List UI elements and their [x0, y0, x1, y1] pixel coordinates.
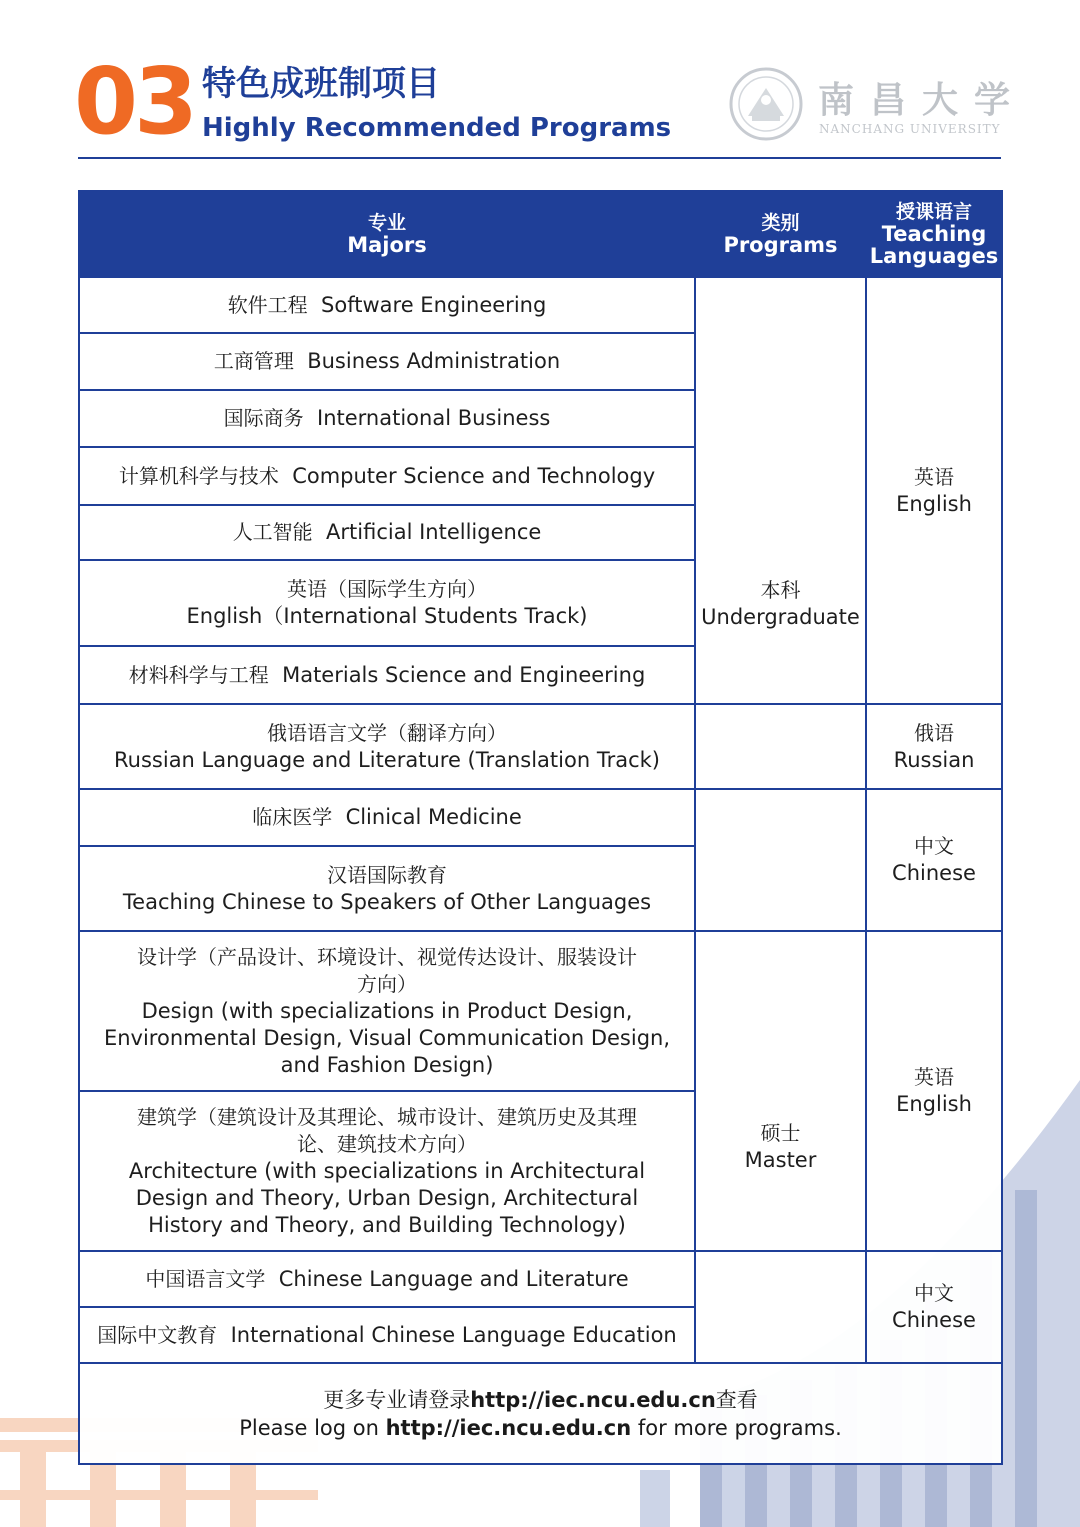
major-name-cn: 人工智能: [232, 520, 313, 544]
footer-line-cn: 更多专业请登录http://iec.ncu.edu.cn查看: [323, 1387, 758, 1412]
table-footer-note: [80, 1364, 1001, 1463]
table-row: [80, 334, 694, 389]
major-name-en-line3: History and Theory, and Building Technology): [148, 1212, 626, 1237]
university-seal-icon: [728, 66, 804, 142]
major-name-cn: 英语（国际学生方向）: [287, 577, 487, 601]
major-name-en-line2: Environmental Design, Visual Communication Design,: [103, 1025, 671, 1050]
table-row: [80, 561, 694, 645]
table-row: [80, 1252, 694, 1306]
table-row: [80, 1308, 694, 1362]
major-name-cn-line2: 方向）: [357, 971, 417, 996]
major-name-en-line2: Design and Theory, Urban Design, Architectural: [135, 1185, 639, 1210]
language-cell: [867, 278, 1001, 703]
footer-line-en: Please log on http://iec.ncu.edu.cn for more programs.: [239, 1415, 842, 1440]
language-en: Chinese: [892, 1308, 976, 1332]
table-row: [80, 391, 694, 446]
table-row: [80, 847, 694, 930]
program-en: Master: [744, 1148, 817, 1172]
language-cn: 英语: [914, 1065, 954, 1089]
column-header-programs-en: Programs: [723, 233, 838, 257]
major-name-en-line3: and Fashion Design): [280, 1052, 494, 1077]
major-name-en: Russian Language and Literature (Translation Track): [114, 747, 660, 772]
language-cn: 俄语: [914, 720, 954, 745]
program-cn: 本科: [760, 578, 801, 602]
footer-url-link[interactable]: http://iec.ncu.edu.cn: [470, 1387, 716, 1412]
language-cn: 中文: [914, 1281, 954, 1305]
program-en: Undergraduate: [701, 605, 860, 629]
language-cn: 英语: [914, 464, 954, 489]
major-name-en: Business Administration: [307, 349, 561, 373]
major-name-en: Software Engineering: [321, 292, 547, 317]
table-row: [80, 278, 694, 332]
major-name-cn-line1: 建筑学（建筑设计及其理论、城市设计、建筑历史及其理: [137, 1104, 637, 1129]
column-header-languages-cn: 授课语言: [895, 201, 972, 223]
major-name-en: Chinese Language and Literature: [278, 1266, 629, 1291]
section-number: 03: [74, 48, 195, 155]
university-logo: [728, 66, 1027, 146]
program-master: [696, 932, 865, 1362]
language-cn: 中文: [914, 834, 954, 858]
programs-table: [78, 190, 1003, 1465]
table-row: [80, 448, 694, 504]
table-row: [80, 932, 694, 1090]
major-name-en-line1: Design (with specializations in Product Design,: [141, 998, 633, 1023]
column-header-languages-en-line2: Languages: [869, 244, 999, 268]
language-cell: [867, 932, 1001, 1250]
major-name-en-line1: Architecture (with specializations in Architectural: [128, 1158, 646, 1183]
major-name-en: Artificial Intelligence: [326, 520, 542, 544]
language-en: Russian: [893, 747, 975, 772]
column-header-languages-en-line1: Teaching: [881, 222, 987, 246]
column-header-majors: [80, 192, 694, 276]
university-name-cn: 南昌大学: [818, 79, 1027, 121]
page-title-en: Highly Recommended Programs: [202, 113, 672, 143]
language-cell: [867, 705, 1001, 788]
column-header-programs-cn: 类别: [761, 212, 800, 234]
university-name-en: NANCHANG UNIVERSITY: [819, 122, 1001, 136]
column-header-majors-cn: 专业: [367, 212, 406, 234]
program-undergraduate: [696, 278, 865, 930]
column-header-languages: [867, 192, 1001, 276]
major-name-cn: 国际商务: [223, 406, 304, 430]
major-name-cn: 国际中文教育: [97, 1322, 218, 1347]
major-name-cn: 材料科学与工程: [128, 662, 269, 687]
language-en: English: [896, 491, 972, 516]
major-name-cn-line1: 设计学（产品设计、环境设计、视觉传达设计、服装设计: [137, 944, 637, 969]
major-name-cn: 中国语言文学: [145, 1266, 266, 1291]
major-name-en: English（International Students Track): [186, 604, 588, 628]
footer-url-link[interactable]: http://iec.ncu.edu.cn: [385, 1415, 632, 1440]
column-header-programs: [696, 192, 865, 276]
language-en: Chinese: [892, 861, 976, 885]
page-title-cn: 特色成班制项目: [202, 64, 440, 104]
major-name-cn: 软件工程: [227, 292, 308, 317]
table-row: [80, 647, 694, 703]
major-name-en: International Chinese Language Education: [230, 1322, 677, 1347]
column-header-majors-en: Majors: [347, 233, 427, 257]
major-name-en: Computer Science and Technology: [292, 463, 656, 488]
major-name-cn: 工商管理: [213, 349, 294, 373]
table-row: [80, 705, 694, 788]
major-name-en: Materials Science and Engineering: [282, 662, 646, 687]
major-name-cn-line2: 论、建筑技术方向）: [297, 1131, 477, 1156]
language-en: English: [896, 1092, 972, 1116]
table-row: [80, 506, 694, 559]
major-name-cn: 俄语语言文学（翻译方向）: [267, 720, 507, 745]
major-name-cn: 汉语国际教育: [327, 862, 447, 887]
table-row: [80, 1092, 694, 1250]
table-row: [80, 790, 694, 845]
major-name-cn: 临床医学: [252, 805, 333, 829]
major-name-cn: 计算机科学与技术: [118, 463, 279, 488]
program-cn: 硕士: [760, 1121, 801, 1145]
language-cell: [867, 790, 1001, 930]
major-name-en: International Business: [317, 406, 551, 430]
header-divider: [78, 157, 1001, 159]
language-cell: [867, 1252, 1001, 1362]
major-name-en: Teaching Chinese to Speakers of Other Languages: [122, 889, 652, 914]
major-name-en: Clinical Medicine: [345, 805, 522, 829]
